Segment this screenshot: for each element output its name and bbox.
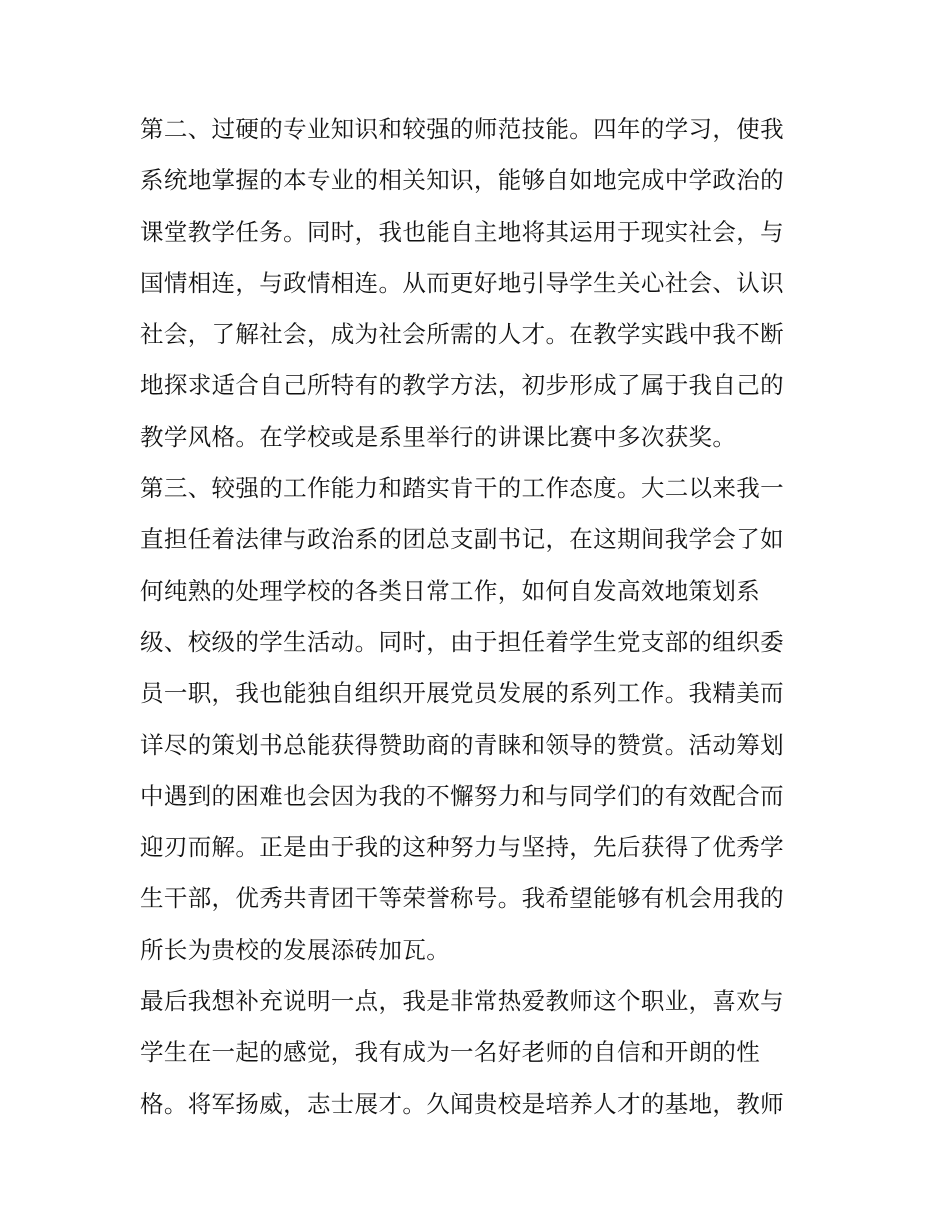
text-line: 地探求适合自己所特有的教学方法，初步形成了属于我自己的 bbox=[140, 371, 784, 400]
text-line: 格。将军扬威，志士展才。久闻贵校是培养人才的基地，教师 bbox=[140, 1089, 784, 1118]
document-body bbox=[140, 104, 820, 1130]
text-line: 中遇到的困难也会因为我的不懈努力和与同学们的有效配合而 bbox=[140, 781, 784, 810]
text-line: 所长为贵校的发展添砖加瓦。 bbox=[140, 935, 451, 964]
text-line: 学生在一起的感觉，我有成为一名好老师的自信和开朗的性 bbox=[140, 1038, 761, 1067]
text-line: 社会，了解社会，成为社会所需的人才。在教学实践中我不断 bbox=[140, 320, 784, 349]
text-line: 详尽的策划书总能获得赞助商的青睐和领导的赞赏。活动筹划 bbox=[140, 730, 784, 759]
text-line: 课堂教学任务。同时，我也能自主地将其运用于现实社会，与 bbox=[140, 217, 784, 246]
text-line: 系统地掌握的本专业的相关知识，能够自如地完成中学政治的 bbox=[140, 166, 784, 195]
text-line: 生干部，优秀共青团干等荣誉称号。我希望能够有机会用我的 bbox=[140, 884, 784, 913]
text-line: 第三、较强的工作能力和踏实肯干的工作态度。大二以来我一 bbox=[140, 474, 784, 503]
text-line: 何纯熟的处理学校的各类日常工作，如何自发高效地策划系 bbox=[140, 576, 761, 605]
text-line: 教学风格。在学校或是系里举行的讲课比赛中多次获奖。 bbox=[140, 422, 737, 451]
text-line: 最后我想补充说明一点，我是非常热爱教师这个职业，喜欢与 bbox=[140, 987, 784, 1016]
text-line: 第二、过硬的专业知识和较强的师范技能。四年的学习，使我 bbox=[140, 115, 784, 143]
text-line: 直担任着法律与政治系的团总支副书记，在这期间我学会了如 bbox=[140, 525, 784, 554]
text-line: 国情相连，与政情相连。从而更好地引导学生关心社会、认识 bbox=[140, 268, 784, 297]
text-line: 员一职，我也能独自组织开展党员发展的系列工作。我精美而 bbox=[140, 679, 784, 708]
text-line: 迎刃而解。正是由于我的这种努力与坚持，先后获得了优秀学 bbox=[140, 833, 784, 862]
text-line: 级、校级的学生活动。同时，由于担任着学生党支部的组织委 bbox=[140, 627, 784, 656]
